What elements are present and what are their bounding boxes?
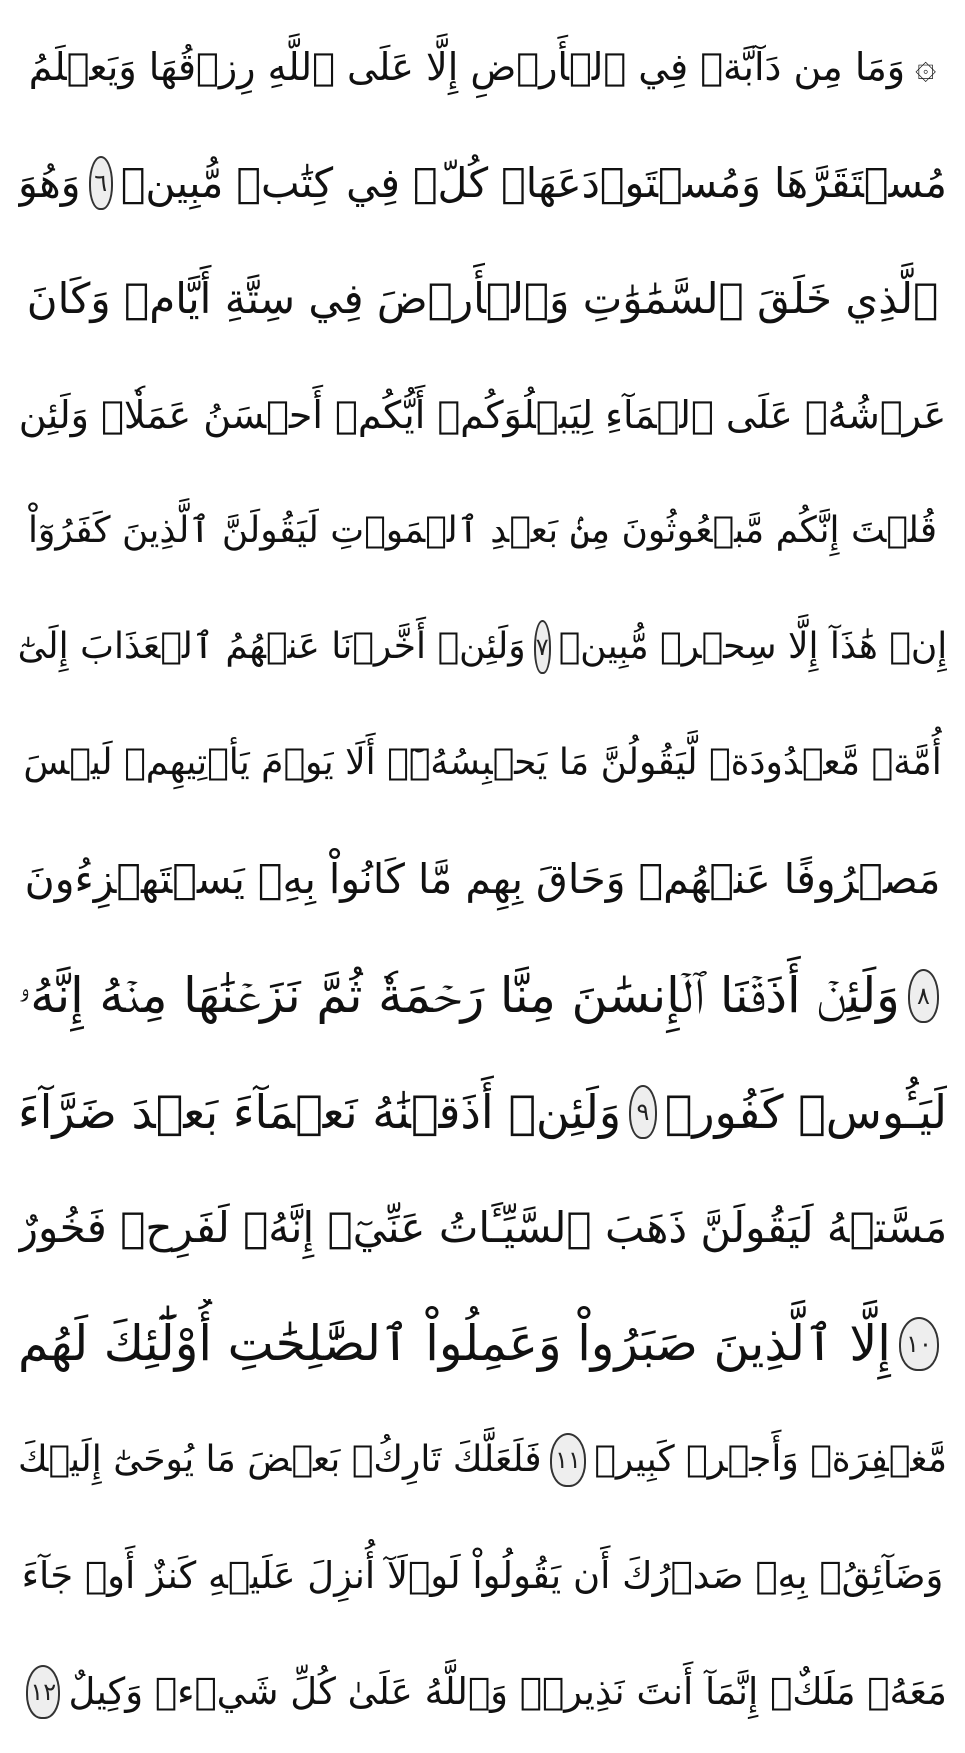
verse-text-continued: وَلَئِنۡ أَخَّرۡنَا عَنۡهُمُ ٱلۡعَذَابَ إِلَىٰٓ: [18, 626, 526, 668]
verse-text-continued: فَلَعَلَّكَ تَارِكُۢ بَعۡضَ مَا يُوحَىٰٓ إِلَيۡكَ: [18, 1438, 542, 1480]
ayah-number-marker: ١١: [550, 1433, 587, 1487]
ayah-number-marker: ١٠: [899, 1317, 939, 1371]
verse-line: [18, 1531, 947, 1621]
ayah-number-marker: ٩: [629, 1085, 657, 1139]
verse-line: [18, 951, 947, 1041]
ayah-number-marker: ١٢: [26, 1665, 60, 1719]
verse-text: وَضَآئِقُۢ بِهِۦ صَدۡرُكَ أَن يَقُولُواْ لَوۡلَآ أُنزِلَ عَلَيۡهِ كَنزٌ أَوۡ جَآءَ: [21, 1553, 944, 1597]
verse-line: [18, 1183, 947, 1273]
verse-text: أُمَّةٖ مَّعۡدُودَةٖ لَّيَقُولُنَّ مَا يَحۡبِسُهُۥٓۗ أَلَا يَوۡمَ يَأۡتِيهِمۡ لَيۡسَ: [23, 742, 942, 784]
verse-text-continued: وَهُوَ: [18, 159, 81, 208]
rub-el-hizb-icon: ۞: [915, 46, 937, 87]
verse-text: قُلۡتَ إِنَّكُم مَّبۡعُوثُونَ مِنۢ بَعۡدِ ٱلۡمَوۡتِ لَيَقُولَنَّ ٱلَّذِينَ كَفَرُوٓاْ: [27, 510, 938, 552]
verse-line: [18, 370, 947, 460]
verse-text: عَرۡشُهُۥ عَلَى ٱلۡمَآءِ لِيَبۡلُوَكُمۡ أَيُّكُمۡ أَحۡسَنُ عَمَلٗاۗ وَلَئِن: [18, 393, 947, 438]
verse-text: مَعَهُۥ مَلَكٌۚ إِنَّمَآ أَنتَ نَذِيرٞۚ وَٱللَّهُ عَلَىٰ كُلِّ شَيۡءٖ وَكِيلٌ: [68, 1669, 947, 1713]
verse-text: لَيَـُٔوسٞ كَفُورٞ: [664, 1084, 947, 1139]
ayah-number-marker: ٧: [534, 620, 551, 674]
verse-line: [18, 486, 947, 576]
verse-text: ٱلَّذِي خَلَقَ ٱلسَّمَٰوَٰتِ وَٱلۡأَرۡضَ فِي سِتَّةِ أَيَّامٖ وَكَانَ: [26, 274, 939, 324]
verse-text: وَلَئِنۡ أَذَقۡنَا ٱلۡإِنسَٰنَ مِنَّا رَحۡمَةٗ ثُمَّ نَزَعۡنَٰهَا مِنۡهُ إِنَّهُۥ: [18, 966, 900, 1024]
verse-line: [18, 718, 947, 808]
verse-line: [18, 254, 947, 344]
verse-line: [18, 1067, 947, 1157]
verse-text: مَّغۡفِرَةٞ وَأَجۡرٞ كَبِيرٞ: [594, 1438, 947, 1480]
verse-text: وَمَا مِن دَآبَّةٖ فِي ٱلۡأَرۡضِ إِلَّا عَلَى ٱللَّهِ رِزۡقُهَا وَيَعۡلَمُ: [28, 45, 906, 89]
verse-lines: [18, 22, 947, 1737]
verse-line: [18, 138, 947, 228]
verse-text: إِلَّا ٱلَّذِينَ صَبَرُواْ وَعَمِلُواْ ٱلصَّٰلِحَٰتِ أُوْلَٰٓئِكَ لَهُم: [18, 1314, 891, 1372]
verse-line: [18, 1299, 947, 1389]
verse-text: مَصۡرُوفًا عَنۡهُمۡ وَحَاقَ بِهِم مَّا كَانُواْ بِهِۦ يَسۡتَهۡزِءُونَ: [24, 855, 941, 904]
verse-line: [18, 602, 947, 692]
verse-text: مُسۡتَقَرَّهَا وَمُسۡتَوۡدَعَهَاۚ كُلّٞ فِي كِتَٰبٖ مُّبِينٖ: [120, 159, 947, 208]
verse-line: [18, 1647, 947, 1737]
verse-text: مَسَّتۡهُ لَيَقُولَنَّ ذَهَبَ ٱلسَّيِّـَٔاتُ عَنِّيٓۚ إِنَّهُۥ لَفَرِحٞ فَخُورٌ: [18, 1202, 947, 1252]
verse-text-continued: وَلَئِنۡ أَذَقۡنَٰهُ نَعۡمَآءَ بَعۡدَ ضَرَّآءَ: [18, 1084, 622, 1139]
verse-line: [18, 1415, 947, 1505]
verse-text: إِنۡ هَٰذَآ إِلَّا سِحۡرٞ مُّبِينٞ: [558, 626, 947, 668]
verse-line: [18, 22, 947, 112]
verse-line: [18, 834, 947, 924]
ayah-number-marker: ٨: [908, 969, 939, 1023]
ayah-number-marker: ٦: [89, 156, 113, 210]
